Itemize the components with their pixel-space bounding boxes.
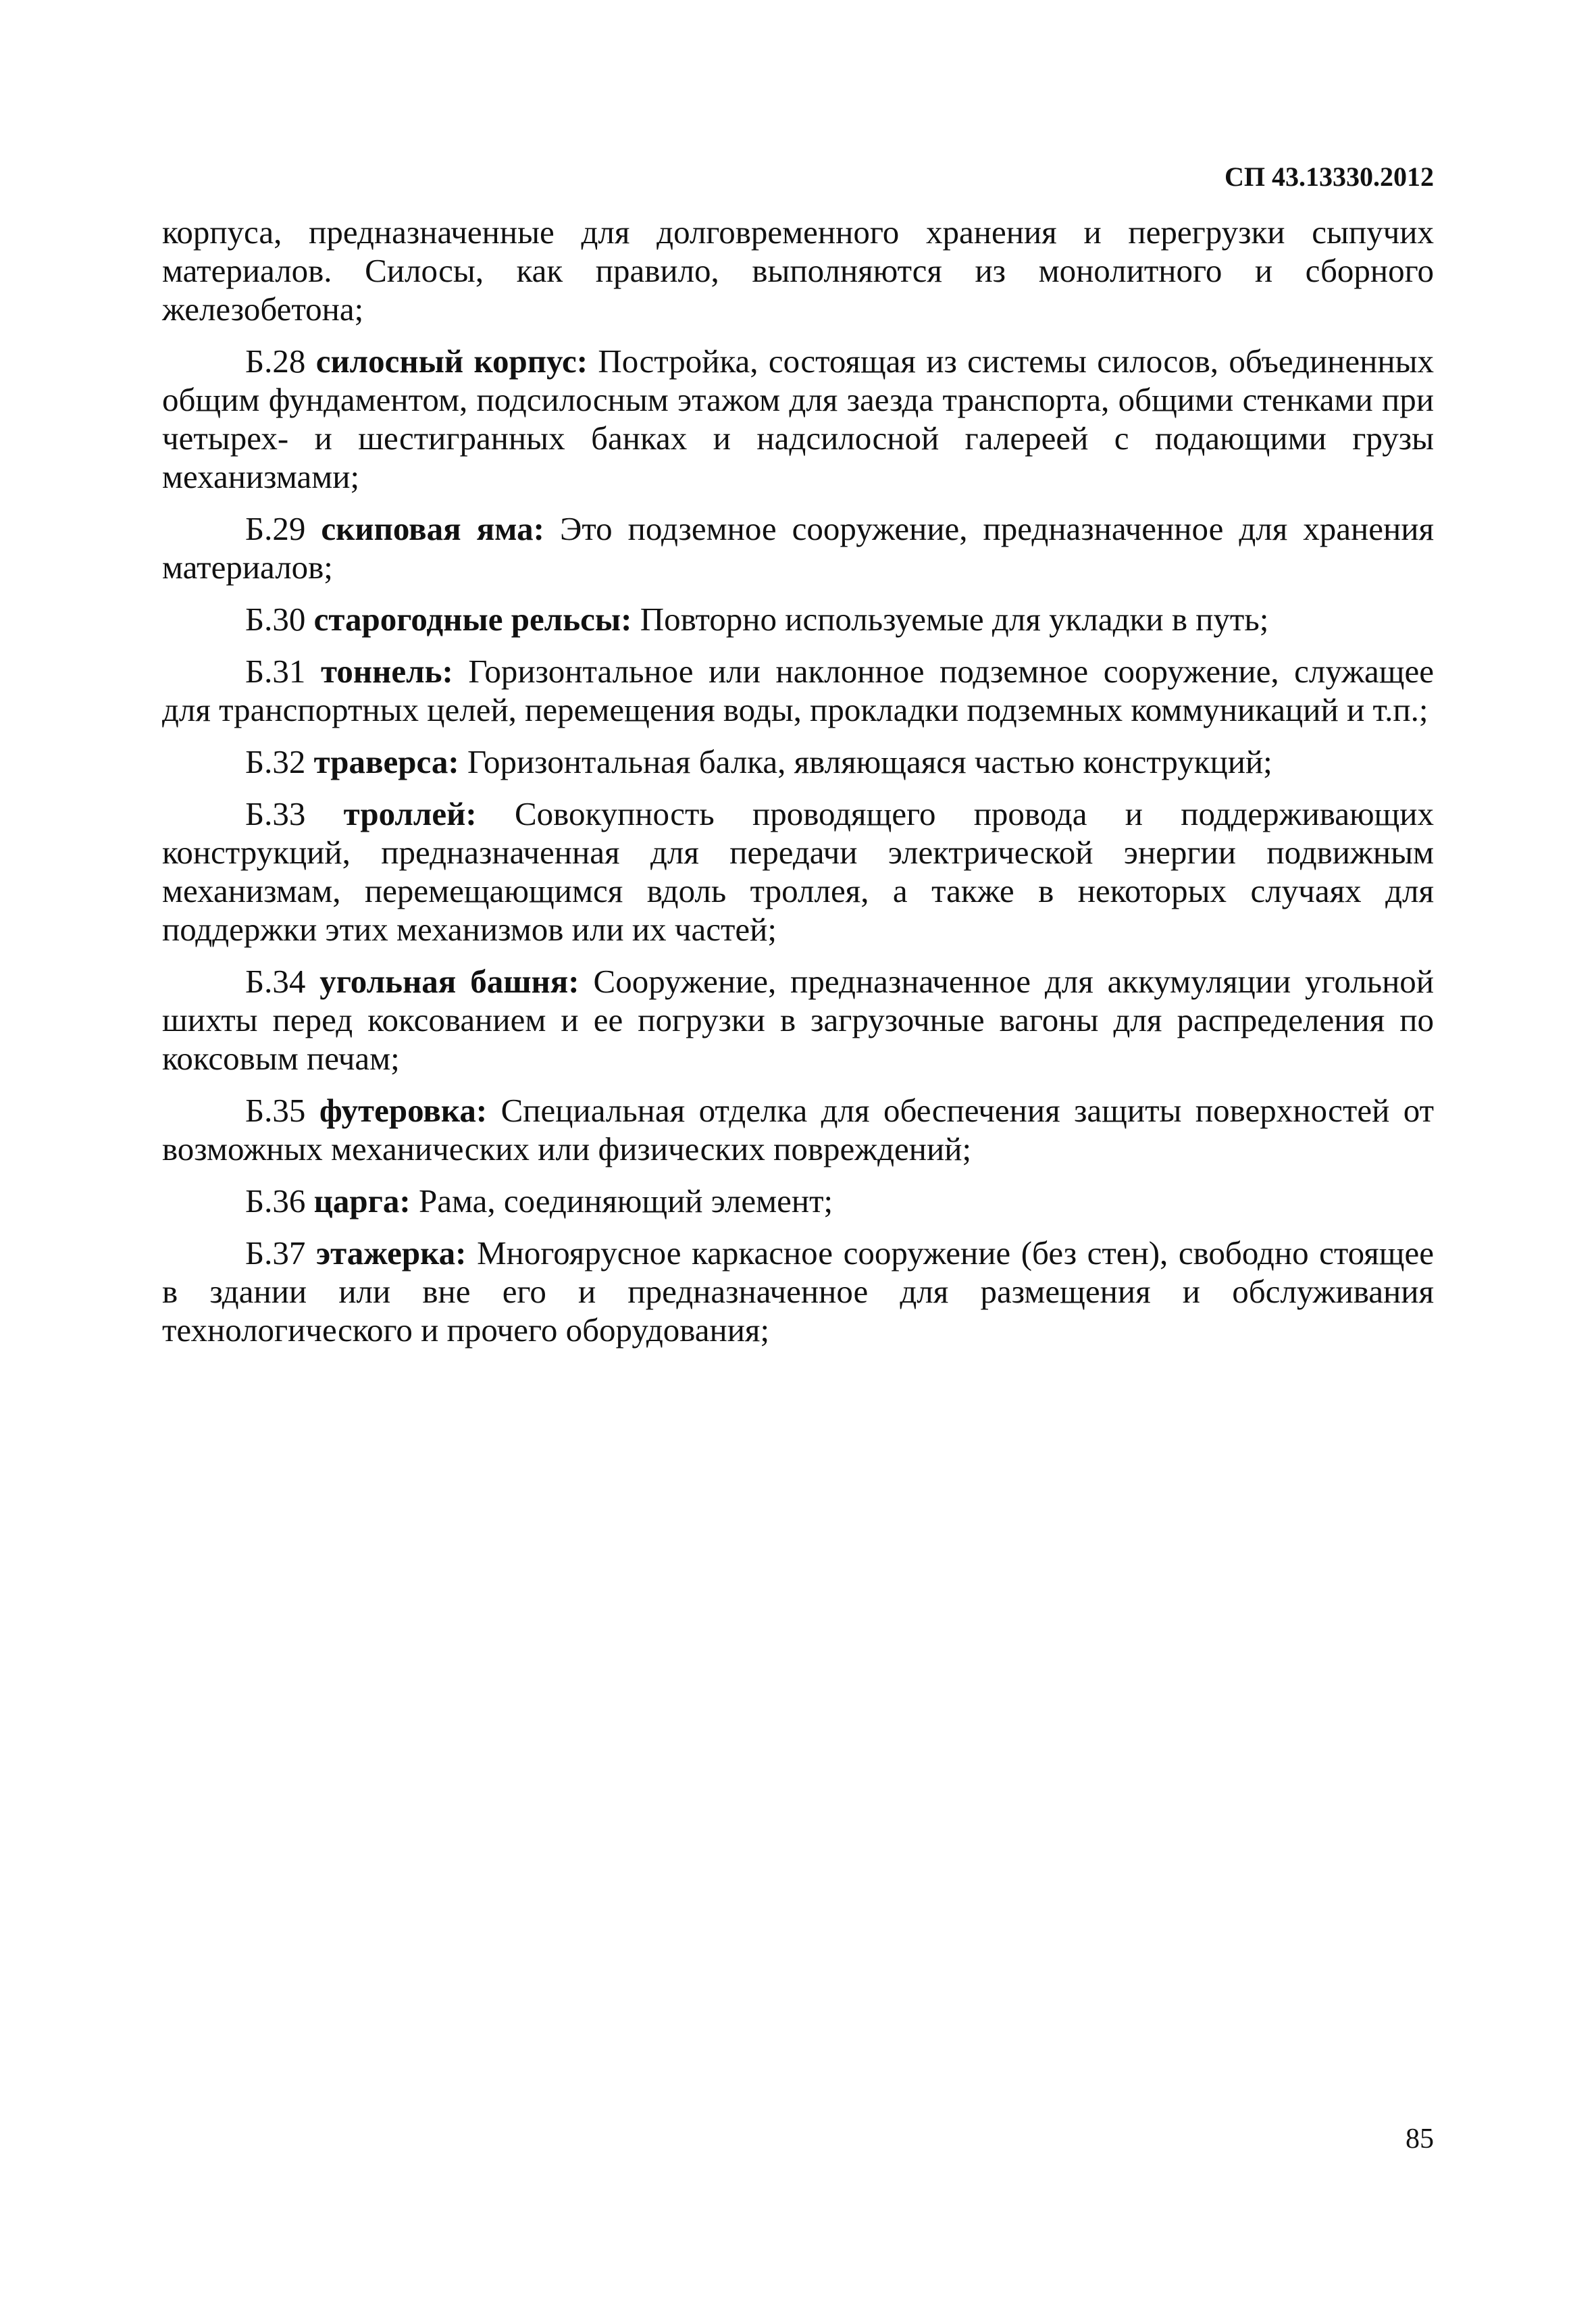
entry-number: Б.30 bbox=[245, 601, 306, 638]
entry-b34 bbox=[162, 962, 1434, 1078]
entry-definition: Специальная отделка для обеспечения защиты поверхностей от возможных механических или физических повреждений; bbox=[162, 1092, 1435, 1167]
entry-term: траверса: bbox=[313, 743, 459, 780]
entry-number: Б.31 bbox=[245, 653, 306, 690]
entry-definition: Совокупность проводящего провода и поддерживающих конструкций, предназначенная для передачи электрической энергии подвижным механизмам, перемещающимся вдоль троллея, а также в некоторых случаях для поддержки этих механизмов или их частей; bbox=[162, 795, 1435, 948]
entry-number: Б.33 bbox=[245, 795, 306, 832]
entry-term: царга: bbox=[313, 1182, 411, 1219]
entry-b30 bbox=[162, 600, 1434, 638]
entry-definition: Рама, соединяющий элемент; bbox=[418, 1182, 833, 1219]
entry-definition: Горизонтальная балка, являющаяся частью конструкций; bbox=[467, 743, 1272, 780]
entry-number: Б.34 bbox=[245, 963, 306, 1000]
entry-b28 bbox=[162, 342, 1434, 496]
entry-number: Б.29 bbox=[245, 510, 306, 547]
entry-definition: Горизонтальное или наклонное подземное сооружение, служащее для транспортных целей, перемещения воды, прокладки подземных коммуникаций и т.п.; bbox=[162, 653, 1435, 728]
entry-b36 bbox=[162, 1182, 1434, 1220]
entry-term: футеровка: bbox=[319, 1092, 488, 1129]
entry-definition: Это подземное сооружение, предназначенное для хранения материалов; bbox=[162, 510, 1434, 586]
entry-number: Б.28 bbox=[245, 343, 306, 380]
page-number: 85 bbox=[1406, 2123, 1434, 2155]
document-code-header: СП 43.13330.2012 bbox=[1225, 161, 1434, 192]
entry-term: силосный корпус: bbox=[315, 343, 588, 380]
entry-term: этажерка: bbox=[315, 1234, 467, 1272]
entry-term: угольная башня: bbox=[319, 963, 580, 1000]
entry-term: троллей: bbox=[343, 795, 477, 832]
entry-definition: Сооружение, предназначенное для аккумуляции угольной шихты перед коксованием и ее погрузки в загрузочные вагоны для распределения по коксовым печам; bbox=[162, 963, 1435, 1077]
entry-term: тоннель: bbox=[320, 653, 453, 690]
entry-b33 bbox=[162, 795, 1434, 949]
document-body bbox=[162, 213, 1434, 1363]
entry-number: Б.36 bbox=[245, 1182, 306, 1219]
entry-term: скиповая яма: bbox=[321, 510, 544, 547]
entry-number: Б.35 bbox=[245, 1092, 306, 1129]
entry-b37 bbox=[162, 1234, 1434, 1349]
entry-term: старогодные рельсы: bbox=[313, 601, 632, 638]
entry-definition: Повторно используемые для укладки в путь; bbox=[640, 601, 1269, 638]
entry-definition: Многоярусное каркасное сооружение (без стен), свободно стоящее в здании или вне его и предназначенное для размещения и обслуживания технологического и прочего оборудования; bbox=[162, 1234, 1434, 1349]
entry-definition: Постройка, состоящая из системы силосов, объединенных общим фундаментом, подсилосным этажом для заезда транспорта, общими стенками при четырех- и шестигранных банках и надсилосной галереей с подающими грузы механизмами; bbox=[162, 343, 1435, 495]
entry-b31 bbox=[162, 652, 1434, 729]
intro-paragraph: корпуса, предназначенные для долговременного хранения и перегрузки сыпучих материалов. Силосы, как правило, выполняются из монолитного и сборного железобетона; bbox=[162, 213, 1434, 328]
entry-b32 bbox=[162, 743, 1434, 781]
entry-b29 bbox=[162, 509, 1434, 586]
entry-number: Б.32 bbox=[245, 743, 306, 780]
entry-number: Б.37 bbox=[245, 1234, 306, 1272]
entry-b35 bbox=[162, 1091, 1434, 1168]
